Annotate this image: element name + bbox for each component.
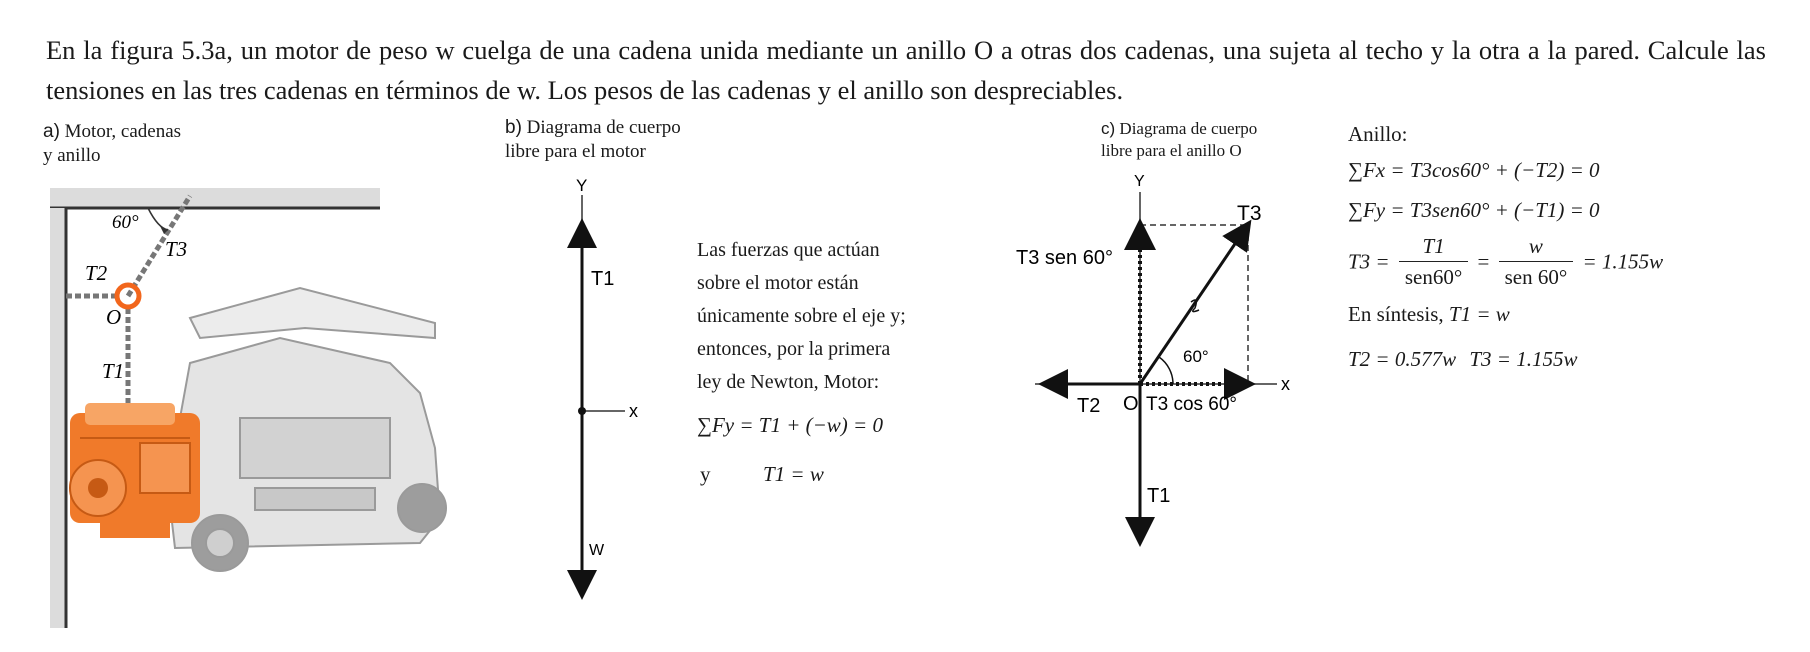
panel-c-o-label: O xyxy=(1123,393,1139,415)
anillo-eq-t3-lhs: T3 = xyxy=(1348,249,1390,274)
panel-c-t2-label: T2 xyxy=(1077,395,1101,417)
anillo-eq-fy: ∑Fy = T3sen60° + (−T1) = 0 xyxy=(1348,198,1600,222)
panel-c-t3-cos-label: T3 cos 60° xyxy=(1146,394,1238,415)
panel-a-caption xyxy=(43,120,181,168)
panel-c-y-label: Y xyxy=(1134,173,1145,190)
problem-statement: En la figura 5.3a, un motor de peso w cuelga de una cadena unida mediante un anillo O a otras dos cadenas, una sujeta al techo y la otra a la pared. Calcule las tensiones en las tres cadenas en términos de w. Los pesos de las cadenas y el anillo son despreciables. xyxy=(46,35,1766,105)
anillo-eq-t3: T3 = $\frac{T1}{\text{sen60°}}$ = $\frac{w}{\text{sen 60°}}$ = 1.155w xyxy=(1348,234,1664,289)
engine xyxy=(70,403,200,538)
synthesis-t3: T3 = 1.155w xyxy=(1469,347,1578,371)
panel-b-t1-label: T1 xyxy=(591,268,615,290)
panel-b-explanation xyxy=(697,234,906,399)
panel-a-caption-line2: y anillo xyxy=(43,145,101,166)
panel-a-illustration xyxy=(40,188,510,628)
car xyxy=(168,288,446,571)
panel-c-t1-label: T1 xyxy=(1147,485,1171,507)
panel-b-caption-line2: libre para el motor xyxy=(505,141,646,162)
panel-b-letter: b) xyxy=(505,117,522,138)
ceiling xyxy=(50,188,380,208)
panel-a-o-label: O xyxy=(106,305,122,329)
panel-a-caption-line1: Motor, cadenas xyxy=(64,121,182,142)
panel-b-w-label: W xyxy=(589,542,605,559)
panel-a-t3-label: T3 xyxy=(165,237,188,261)
panel-c-angle-label: 60° xyxy=(1183,347,1209,366)
synthesis-line-1 xyxy=(1348,302,1510,327)
synthesis-label: En síntesis, xyxy=(1348,302,1444,326)
panel-c-caption xyxy=(1101,118,1257,162)
fraction-1-numerator: T1 xyxy=(1399,234,1468,262)
panel-a-letter: a) xyxy=(43,121,60,142)
fraction-2-numerator: w xyxy=(1499,234,1574,262)
panel-c-letter: c) xyxy=(1101,119,1116,138)
fraction-2-denominator: sen 60° xyxy=(1504,265,1568,289)
panel-c-caption-line1: Diagrama de cuerpo xyxy=(1119,119,1258,138)
panel-b-text-line: únicamente sobre el eje y; xyxy=(697,305,906,327)
panel-b-diagram xyxy=(555,175,675,615)
anillo-eq-t3-rhs: = 1.155w xyxy=(1582,249,1664,274)
panel-b-y-label: Y xyxy=(576,176,588,195)
panel-b-eq-result-y: y xyxy=(700,462,711,486)
angle-arc xyxy=(148,208,168,230)
panel-c-caption-line2: libre para el anillo O xyxy=(1101,141,1242,160)
synthesis-t1: T1 = w xyxy=(1448,302,1510,326)
panel-c-x-label: x xyxy=(1281,374,1290,394)
synthesis-line-2 xyxy=(1348,347,1577,372)
panel-a-t1-label: T1 xyxy=(102,359,125,383)
panel-b-text-line: sobre el motor están xyxy=(697,272,859,294)
panel-b-caption xyxy=(505,116,681,164)
anillo-title: Anillo: xyxy=(1348,122,1408,146)
panel-b-eq-sum: ∑Fy = T1 + (−w) = 0 xyxy=(697,413,883,437)
synthesis-t2: T2 = 0.577w xyxy=(1348,347,1457,371)
panel-c-t3-label: T3 xyxy=(1237,202,1262,225)
fraction-2 xyxy=(1499,234,1574,290)
anillo-eq-fx: ∑Fx = T3cos60° + (−T2) = 0 xyxy=(1348,158,1600,182)
panel-b-text-line: Las fuerzas que actúan xyxy=(697,239,880,261)
panel-c-angle-arc xyxy=(1159,357,1173,384)
panel-b-caption-line1: Diagrama de cuerpo xyxy=(526,117,681,138)
panel-b-eq-result: T1 = w xyxy=(763,462,824,486)
panel-a-t2-label: T2 xyxy=(85,261,108,285)
panel-c-t3-sen-label: T3 sen 60° xyxy=(1016,247,1113,269)
wall xyxy=(50,208,66,628)
fraction-1-denominator: sen60° xyxy=(1404,265,1463,289)
fraction-1 xyxy=(1399,234,1468,290)
panel-b-x-label: x xyxy=(629,401,638,421)
motor-point xyxy=(578,407,586,415)
panel-b-text-line: ley de Newton, Motor: xyxy=(697,371,880,393)
panel-a-angle-label: 60° xyxy=(112,212,139,233)
panel-b-text-line: entonces, por la primera xyxy=(697,338,891,360)
panel-c-diagram xyxy=(1015,172,1315,562)
